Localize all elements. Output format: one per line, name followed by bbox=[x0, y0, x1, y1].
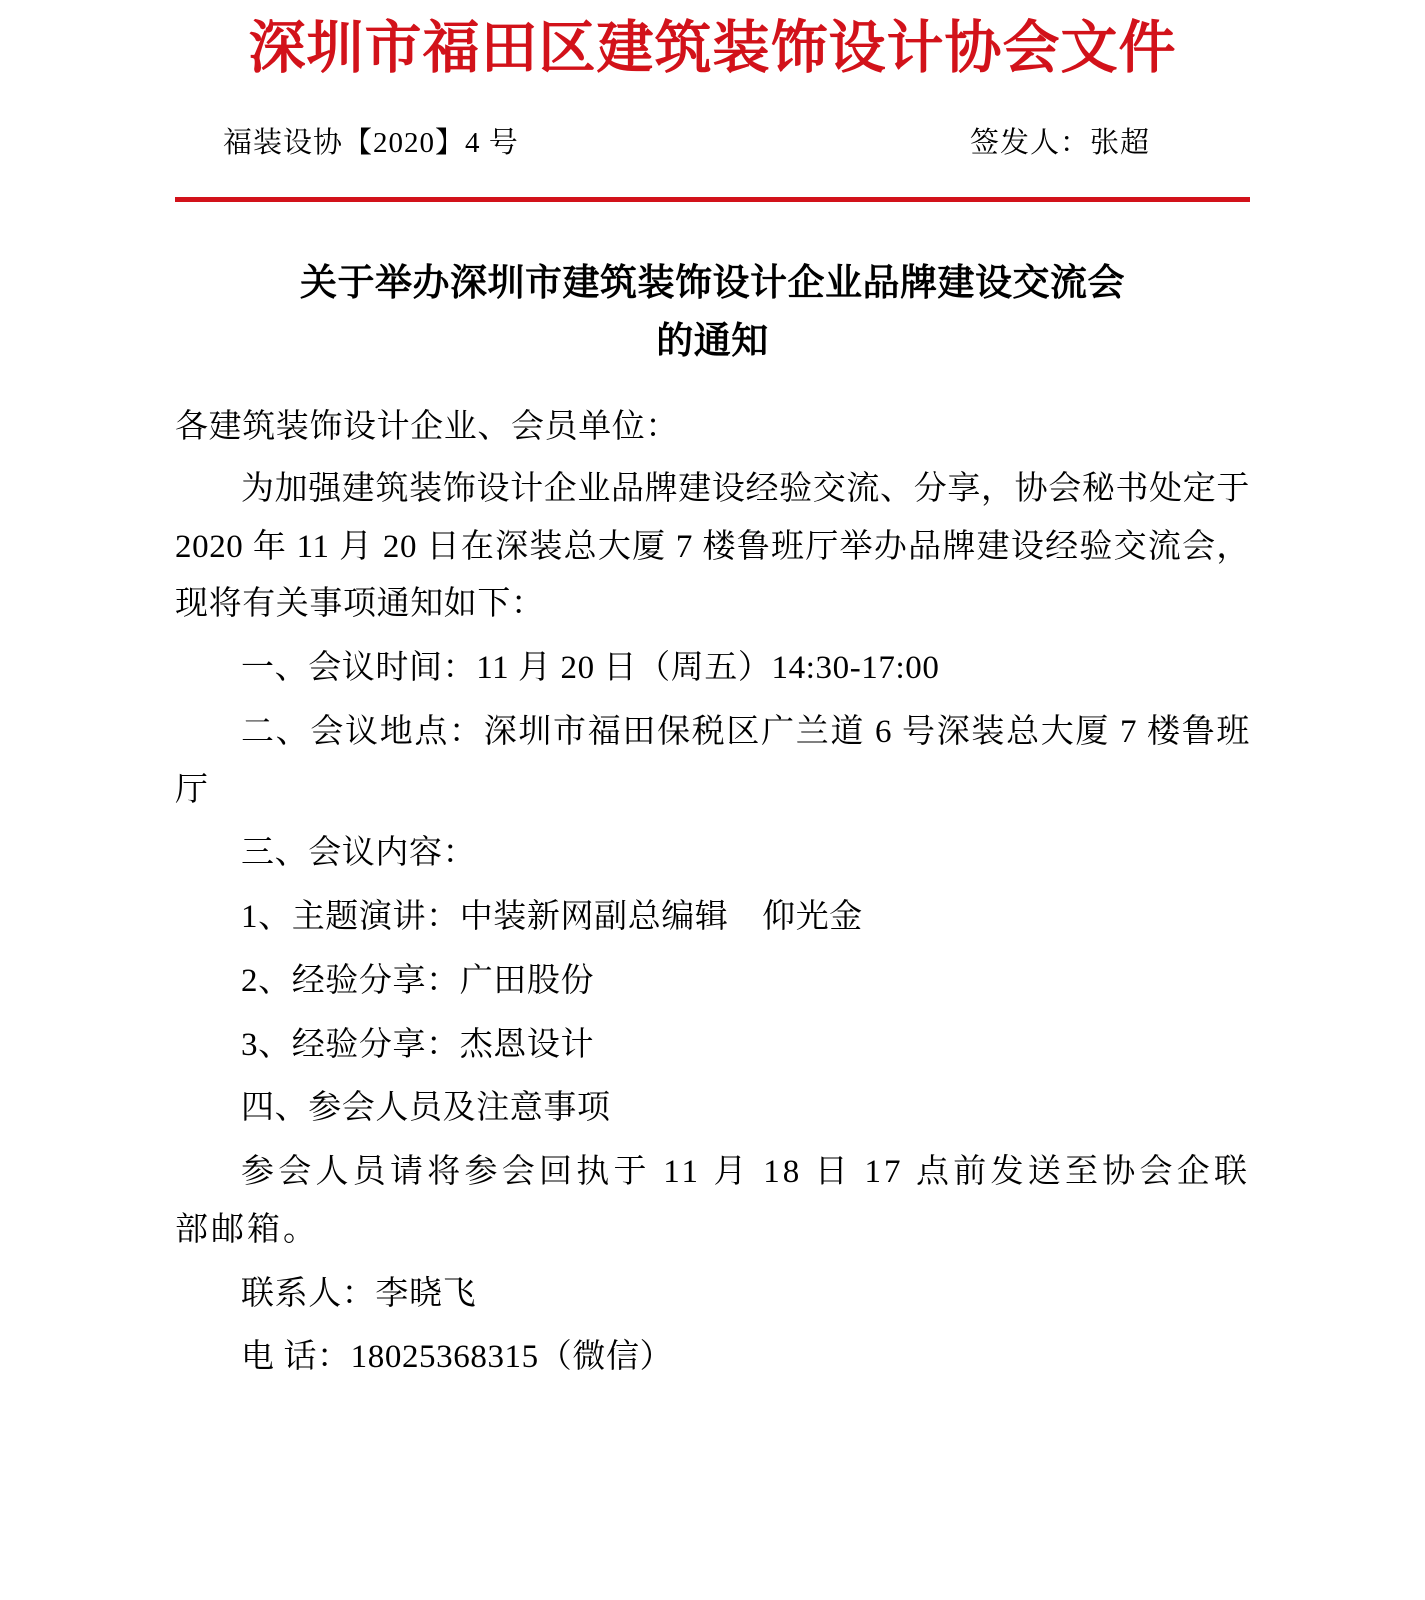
content-list-item-2: 2、经验分享：广田股份 bbox=[241, 962, 595, 999]
attendees-note-paragraph: 参会人员请将参会回执于 11 月 18 日 17 点前发送至协会企联部邮箱。 bbox=[175, 1154, 1250, 1248]
red-divider-rule bbox=[175, 197, 1250, 202]
attendees-heading: 四、参会人员及注意事项 bbox=[241, 1090, 611, 1127]
contact-phone-line: 电 话：18025368315（微信） bbox=[241, 1339, 674, 1376]
document-meta-row bbox=[175, 82, 1250, 161]
contact-person-line: 联系人：李晓飞 bbox=[241, 1275, 477, 1312]
document-body bbox=[175, 399, 1250, 1387]
content-list-item-1: 1、主题演讲：中装新网副总编辑 仰光金 bbox=[241, 899, 863, 936]
meeting-time-item: 一、会议时间：11 月 20 日（周五）14:30-17:00 bbox=[241, 650, 940, 687]
document-issuer: 签发人：张超 bbox=[969, 127, 1150, 160]
document-title bbox=[175, 254, 1250, 369]
content-list-item-3: 3、经验分享：杰恩设计 bbox=[241, 1026, 595, 1063]
salutation-paragraph: 各建筑装饰设计企业、会员单位： bbox=[175, 409, 679, 446]
meeting-content-heading: 三、会议内容： bbox=[241, 835, 477, 872]
document-masthead-title: 深圳市福田区建筑装饰设计协会文件 bbox=[248, 14, 1177, 81]
document-number: 福装设协【2020】4 号 bbox=[223, 127, 519, 160]
meeting-place-item: 二、会议地点：深圳市福田保税区广兰道 6 号深装总大厦 7 楼鲁班厅 bbox=[175, 713, 1250, 808]
document-title-line2: 的通知 bbox=[656, 317, 769, 362]
intro-paragraph: 为加强建筑装饰设计企业品牌建设经验交流、分享，协会秘书处定于 2020 年 11 月 20 日在深装总大厦 7 楼鲁班厅举办品牌建设经验交流会，现将有关事项通知如下： bbox=[175, 470, 1250, 623]
document-title-line1: 关于举办深圳市建筑装饰设计企业品牌建设交流会 bbox=[300, 260, 1125, 305]
